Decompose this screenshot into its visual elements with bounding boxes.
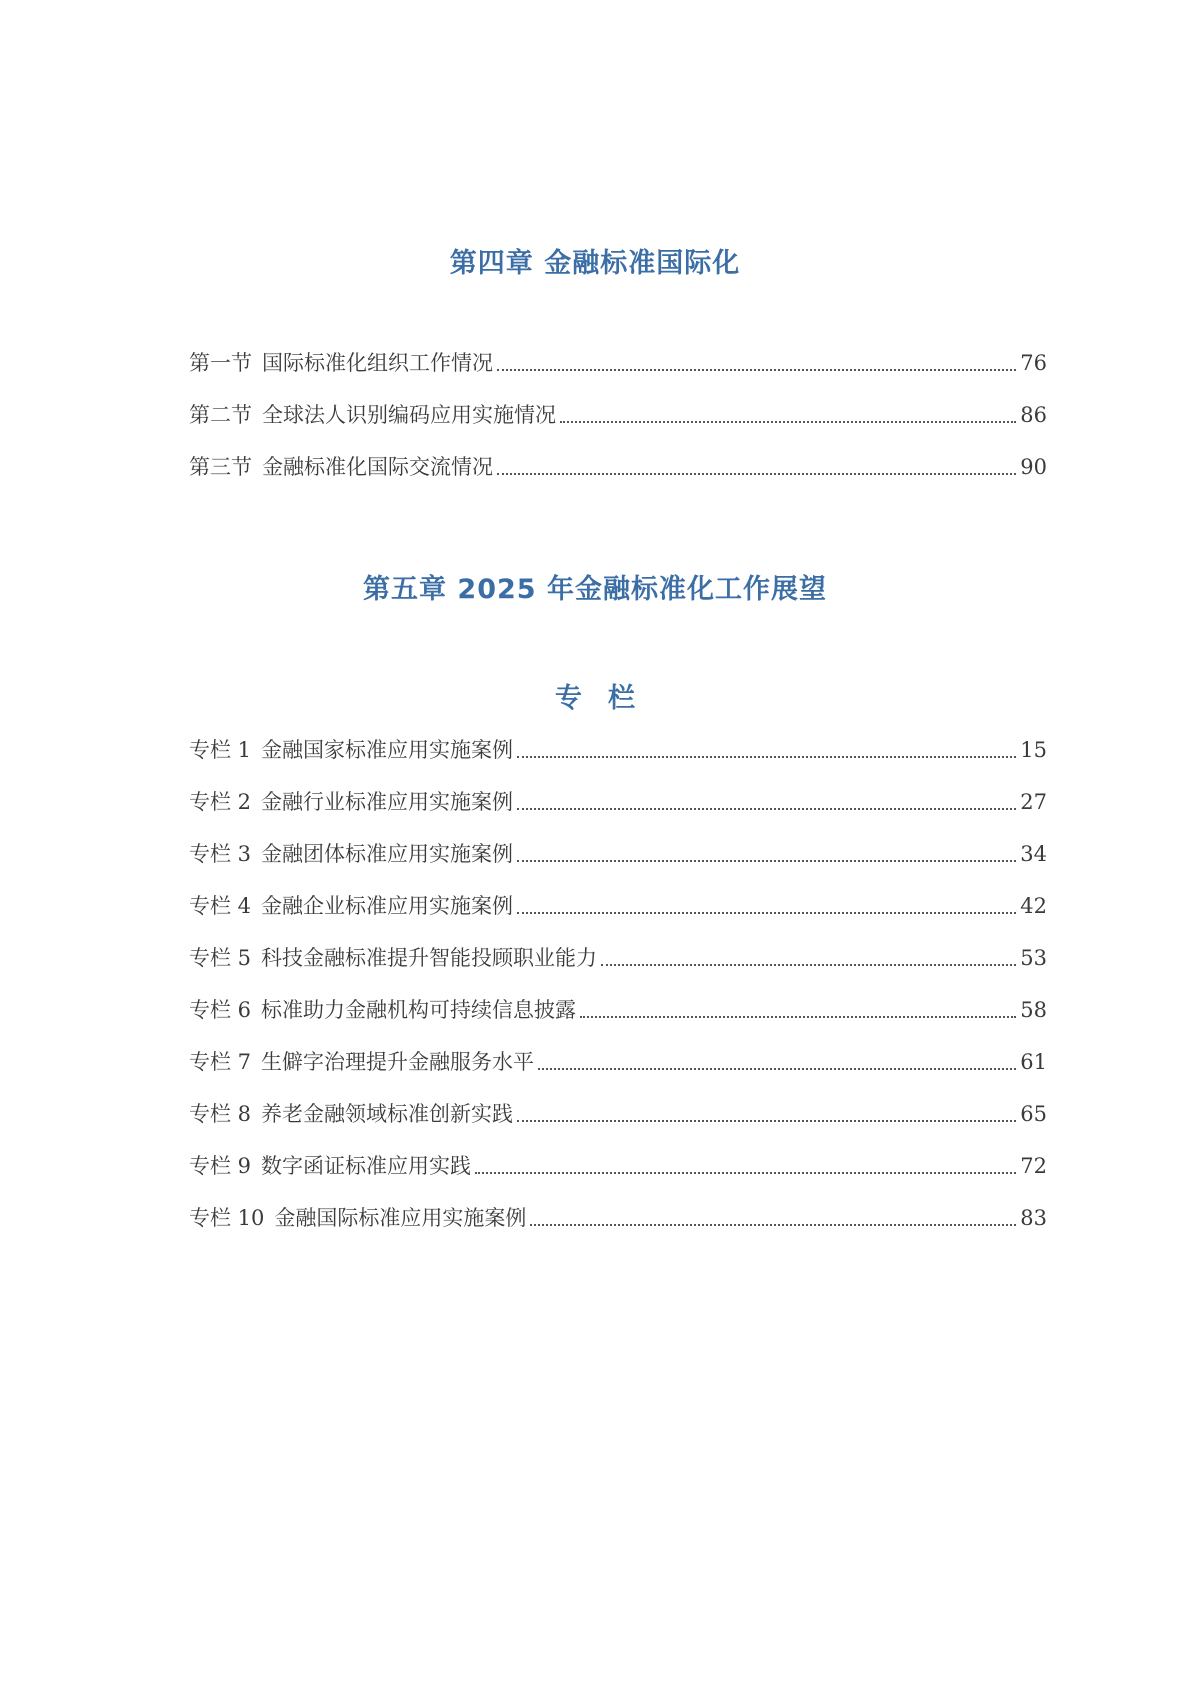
dot-leader: [560, 421, 1016, 423]
toc-entry-page: 53: [1020, 946, 1047, 970]
toc-entry-title: 金融企业标准应用实施案例: [261, 894, 514, 918]
toc-entry-label: 专栏 5: [189, 946, 252, 970]
toc-entry[interactable]: [189, 1148, 1047, 1180]
toc-entry-label: 专栏 7: [189, 1050, 252, 1074]
toc-entry-title: 科技金融标准提升智能投顾职业能力: [261, 946, 598, 970]
chapter-4-heading: 第四章 金融标准国际化: [449, 248, 741, 279]
toc-entry[interactable]: [189, 397, 1047, 429]
toc-entry-label: 第一节: [189, 351, 252, 375]
toc-entry-title: 金融国家标准应用实施案例: [261, 738, 514, 762]
toc-entry-label: 专栏 4: [189, 894, 252, 918]
toc-entry[interactable]: [189, 784, 1047, 816]
dot-leader: [475, 1172, 1016, 1174]
dot-leader: [517, 860, 1016, 862]
toc-entry-label: 专栏 6: [189, 998, 252, 1022]
toc-entry-page: 61: [1020, 1050, 1047, 1074]
toc-entry-label: 第三节: [189, 455, 252, 479]
toc-entry[interactable]: [189, 836, 1047, 868]
toc-entry-page: 72: [1020, 1154, 1047, 1178]
toc-entry-page: 76: [1020, 351, 1047, 375]
toc-entry-title: 金融国际标准应用实施案例: [274, 1206, 527, 1230]
toc-entry-page: 58: [1020, 998, 1047, 1022]
toc-entry-label: 专栏 3: [189, 842, 252, 866]
toc-entry-title: 国际标准化组织工作情况: [262, 351, 493, 375]
dot-leader: [517, 912, 1016, 914]
columns-heading: 专栏: [555, 683, 661, 714]
dot-leader: [517, 808, 1016, 810]
dot-leader: [580, 1016, 1016, 1018]
toc-entry[interactable]: [189, 1044, 1047, 1076]
toc-entry[interactable]: [189, 732, 1047, 764]
toc-entry-label: 专栏 8: [189, 1102, 252, 1126]
dot-leader: [497, 473, 1016, 475]
toc-entry-title: 金融行业标准应用实施案例: [261, 790, 514, 814]
chapter-5-heading: 第五章 2025 年金融标准化工作展望: [363, 574, 827, 605]
toc-entry-page: 15: [1020, 738, 1047, 762]
dot-leader: [517, 1120, 1016, 1122]
toc-entry-page: 83: [1020, 1206, 1047, 1230]
toc-entry-page: 42: [1020, 894, 1047, 918]
toc-entry-title: 全球法人识别编码应用实施情况: [262, 403, 556, 427]
dot-leader: [530, 1224, 1016, 1226]
toc-entry-label: 第二节: [189, 403, 252, 427]
dot-leader: [538, 1068, 1016, 1070]
toc-entry[interactable]: [189, 1096, 1047, 1128]
toc-entry-page: 86: [1020, 403, 1047, 427]
toc-entry[interactable]: [189, 449, 1047, 481]
toc-entry[interactable]: [189, 940, 1047, 972]
dot-leader: [497, 369, 1016, 371]
toc-entry[interactable]: [189, 992, 1047, 1024]
toc-entry-label: 专栏 10: [189, 1206, 265, 1230]
toc-entry-title: 生僻字治理提升金融服务水平: [261, 1050, 535, 1074]
toc-entry-page: 27: [1020, 790, 1047, 814]
toc-entry-page: 34: [1020, 842, 1047, 866]
toc-entry-label: 专栏 2: [189, 790, 252, 814]
toc-entry-title: 金融标准化国际交流情况: [262, 455, 493, 479]
toc-entry-title: 金融团体标准应用实施案例: [261, 842, 514, 866]
toc-entry[interactable]: [189, 345, 1047, 377]
toc-entry-title: 数字函证标准应用实践: [261, 1154, 472, 1178]
toc-entry-label: 专栏 9: [189, 1154, 252, 1178]
dot-leader: [601, 964, 1016, 966]
toc-entry-page: 65: [1020, 1102, 1047, 1126]
toc-entry[interactable]: [189, 888, 1047, 920]
toc-entry-title: 养老金融领域标准创新实践: [261, 1102, 514, 1126]
toc-entry-label: 专栏 1: [189, 738, 252, 762]
toc-entry[interactable]: [189, 1200, 1047, 1232]
toc-entry-title: 标准助力金融机构可持续信息披露: [261, 998, 577, 1022]
toc-entry-page: 90: [1020, 455, 1047, 479]
dot-leader: [517, 756, 1016, 758]
